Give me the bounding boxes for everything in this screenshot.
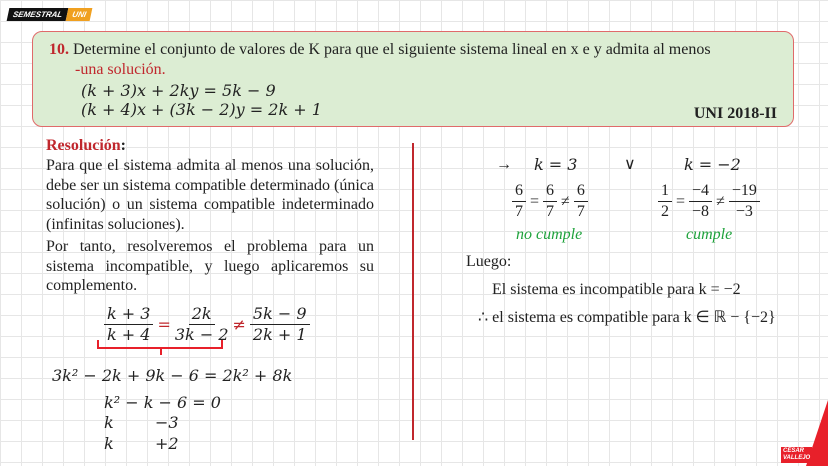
case-k-2: k = −2 bbox=[684, 155, 741, 174]
case-k3: k = 3 bbox=[534, 155, 578, 174]
or-symbol: ∨ bbox=[624, 156, 636, 173]
luego-label: Luego: bbox=[466, 253, 512, 270]
question-number: 10. bbox=[49, 41, 69, 58]
bracket bbox=[97, 340, 223, 349]
no-cumple-label: no cumple bbox=[516, 226, 583, 243]
arrow-icon: → bbox=[496, 156, 512, 173]
question-statement: Determine el conjunto de valores de K para que el siguiente sistema lineal en x e y admita al menos bbox=[73, 41, 711, 58]
badge-uni: UNI bbox=[66, 8, 93, 21]
question-statement-cont: -una solución. bbox=[75, 61, 166, 78]
quadratic-line: k² − k − 6 = 0 bbox=[104, 393, 221, 412]
ratio-condition: $\frac{k + 3}{k + 4}$ = $\frac{2k}{3k - 2}$ ≠ $\frac{5k - 9}{2k + 1}$ bbox=[100, 304, 314, 345]
check-k-2: $\frac{1}{2}$ = $\frac{-4}{-8}$ ≠ $\frac{-19}{-3}$ bbox=[654, 181, 764, 222]
conclusion-1: El sistema es incompatible para k = −2 bbox=[492, 281, 741, 298]
question-box bbox=[32, 31, 794, 127]
question-source: UNI 2018-II bbox=[693, 105, 777, 122]
cesar-vallejo-logo: CÉSAR VALLEJO bbox=[783, 448, 811, 461]
cumple-label: cumple bbox=[686, 226, 733, 243]
question-text bbox=[49, 40, 789, 60]
paragraph-1: Para que el sistema admita al menos una solución, debe ser un sistema compatible determinado (única solución) o un sistema compatible indeterminado (infinitas soluciones). bbox=[46, 157, 374, 233]
course-badge bbox=[7, 8, 93, 21]
check-k3: $\frac{6}{7}$ = $\frac{6}{7}$ ≠ $\frac{6}{7}$ bbox=[508, 181, 592, 222]
conclusion-2: ∴ el sistema es compatible para k ∈ ℝ − {−2} bbox=[478, 309, 776, 326]
badge-semestral: SEMESTRAL bbox=[7, 8, 69, 21]
equation-2: (k + 4)x + (3k − 2)y = 2k + 1 bbox=[81, 100, 322, 119]
factor-value-1: −3 bbox=[155, 413, 179, 432]
bracket-stem bbox=[160, 349, 162, 355]
resolution-title: Resolución: bbox=[46, 137, 126, 154]
paragraph-2: Por tanto, resolveremos el problema para un sistema incompatible, y luego aplicaremos su complemento. bbox=[46, 238, 374, 294]
equation-1: (k + 3)x + 2ky = 5k − 9 bbox=[81, 81, 276, 100]
expansion-line: 3k² − 2k + 9k − 6 = 2k² + 8k bbox=[52, 366, 293, 385]
factor-k-1: k bbox=[104, 413, 114, 432]
divider bbox=[412, 143, 414, 440]
factor-k-2: k bbox=[104, 434, 114, 453]
factor-value-2: +2 bbox=[155, 434, 179, 453]
